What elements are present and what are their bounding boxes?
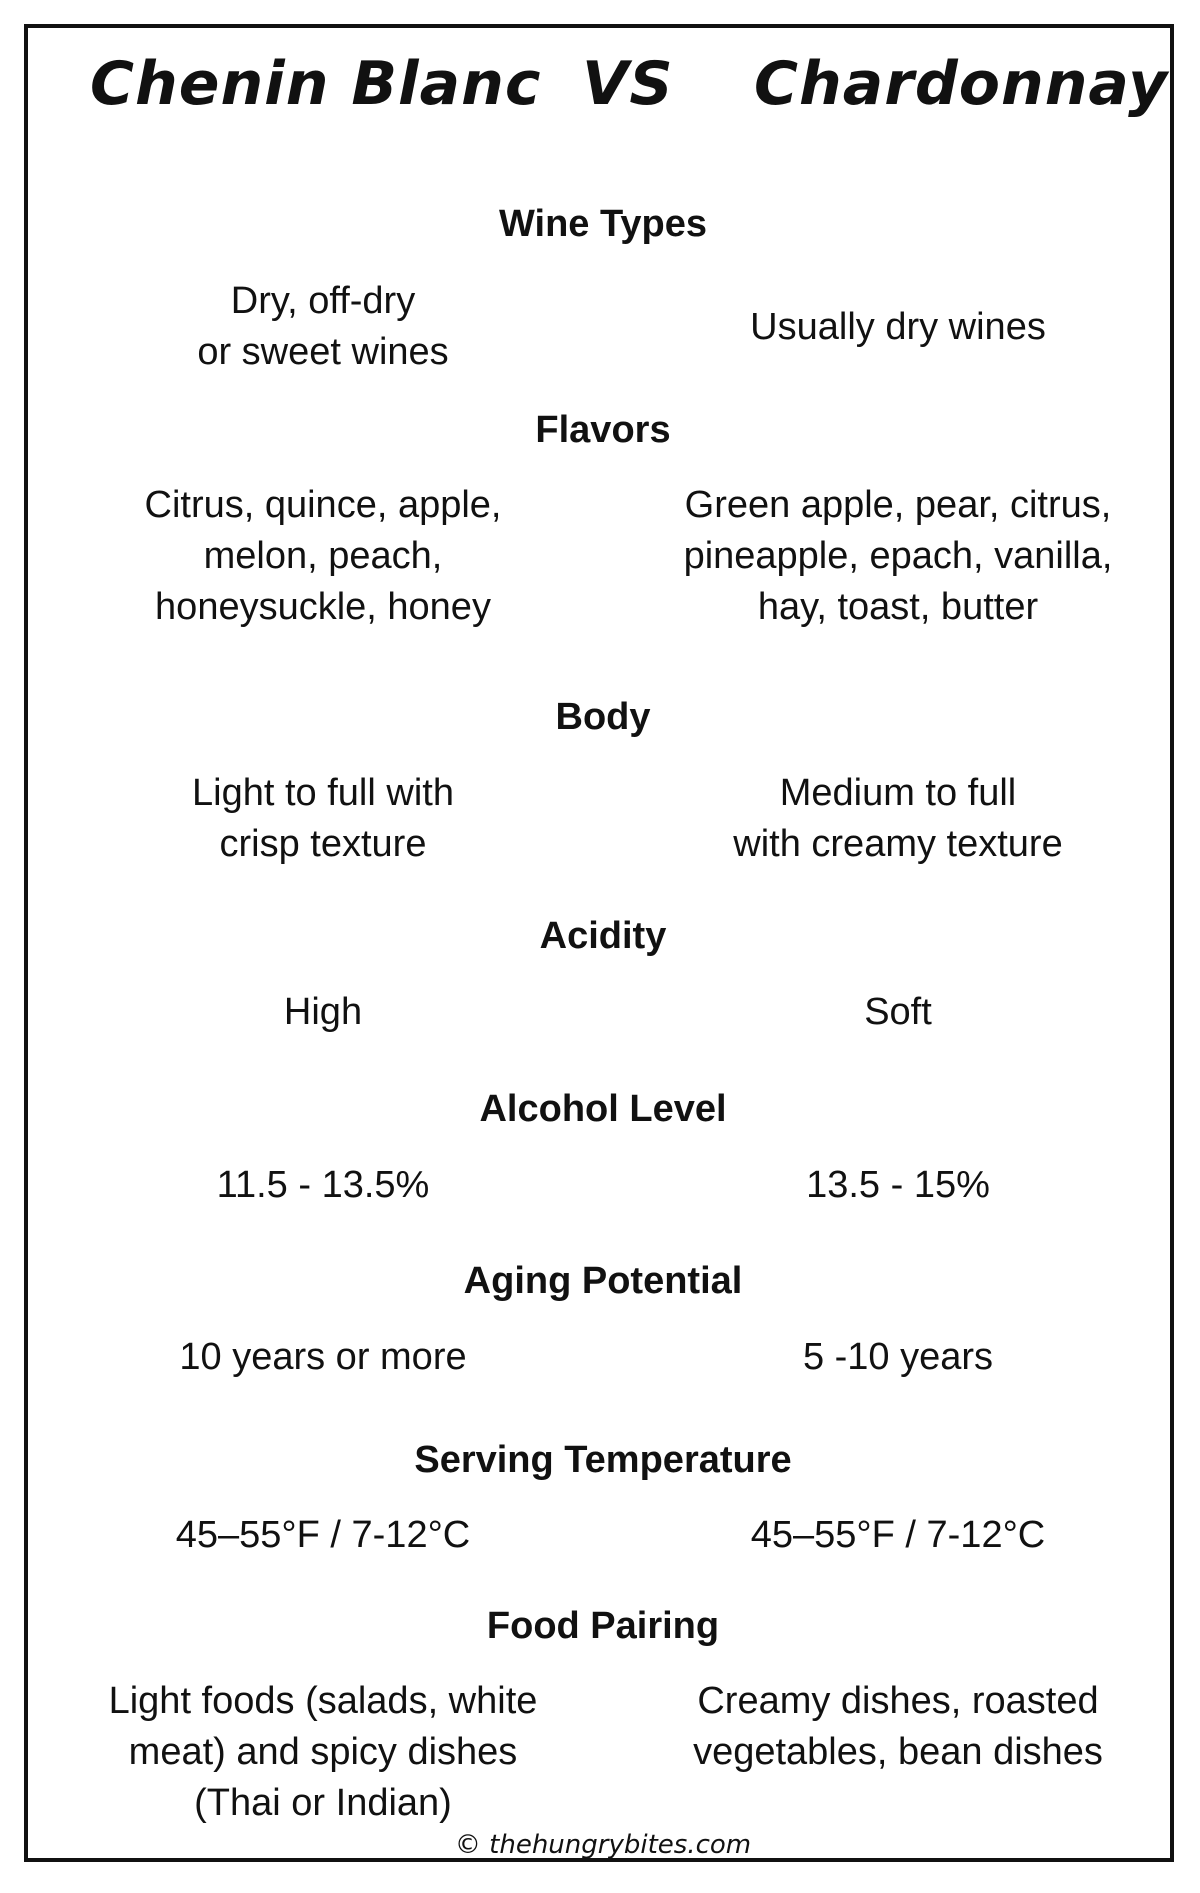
cell-line: hay, toast, butter (757, 586, 1039, 628)
cell-line: with creamy texture (733, 823, 1063, 865)
cell-line: 5 -10 years (802, 1336, 994, 1378)
flavors-left (63, 480, 583, 633)
cell-line: 45–55°F / 7-12°C (175, 1514, 471, 1556)
acidity-left (63, 987, 583, 1038)
cell-line: vegetables, bean dishes (693, 1731, 1103, 1773)
section-heading-alcohol-level: Alcohol Level (479, 1088, 727, 1130)
body-right (638, 768, 1158, 870)
cell-line: Creamy dishes, roasted (697, 1680, 1099, 1722)
aging-potential-left (63, 1332, 583, 1383)
cell-line: (Thai or Indian) (194, 1782, 452, 1824)
cell-line: Green apple, pear, citrus, (684, 484, 1112, 526)
cell-line: 13.5 - 15% (806, 1164, 990, 1206)
cell-line: Dry, off-dry (230, 280, 416, 322)
food-pairing-right (638, 1676, 1158, 1778)
title-vs: VS (582, 49, 674, 119)
body-left (63, 768, 583, 870)
cell-line: Citrus, quince, apple, (144, 484, 502, 526)
acidity-right (638, 987, 1158, 1038)
cell-line: 45–55°F / 7-12°C (750, 1514, 1046, 1556)
section-heading-body: Body (555, 696, 651, 738)
alcohol-level-right (638, 1160, 1158, 1211)
serving-temperature-right (638, 1510, 1158, 1561)
title-right-wine: Chardonnay (754, 49, 1169, 119)
food-pairing-left (63, 1676, 583, 1829)
cell-line: Light foods (salads, white (108, 1680, 538, 1722)
cell-line: High (283, 991, 363, 1033)
cell-line: Light to full with (192, 772, 454, 814)
title-left-wine: Chenin Blanc (90, 49, 542, 119)
cell-line: 10 years or more (179, 1336, 467, 1378)
flavors-right (638, 480, 1158, 633)
cell-line: 11.5 - 13.5% (216, 1164, 430, 1206)
wine-types-left (63, 276, 583, 378)
comparison-card (24, 24, 1174, 1862)
page-title (4, 44, 1200, 124)
section-heading-flavors: Flavors (535, 409, 671, 451)
cell-line: crisp texture (219, 823, 427, 865)
section-heading-aging-potential: Aging Potential (463, 1260, 743, 1302)
serving-temperature-left (63, 1510, 583, 1561)
aging-potential-right (638, 1332, 1158, 1383)
cell-line: Soft (864, 991, 932, 1033)
cell-line: pineapple, epach, vanilla, (683, 535, 1113, 577)
alcohol-level-left (63, 1160, 583, 1211)
copyright-footer: © thehungrybites.com (454, 1830, 752, 1860)
cell-line: melon, peach, (203, 535, 443, 577)
cell-line: Medium to full (779, 772, 1017, 814)
section-heading-acidity: Acidity (539, 915, 667, 957)
wine-types-right (638, 302, 1158, 353)
section-heading-food-pairing: Food Pairing (486, 1605, 720, 1647)
section-heading-wine-types: Wine Types (499, 203, 707, 245)
cell-line: or sweet wines (197, 331, 449, 373)
cell-line: meat) and spicy dishes (128, 1731, 518, 1773)
cell-line: Usually dry wines (750, 306, 1046, 348)
section-heading-serving-temperature: Serving Temperature (414, 1439, 792, 1481)
cell-line: honeysuckle, honey (155, 586, 491, 628)
